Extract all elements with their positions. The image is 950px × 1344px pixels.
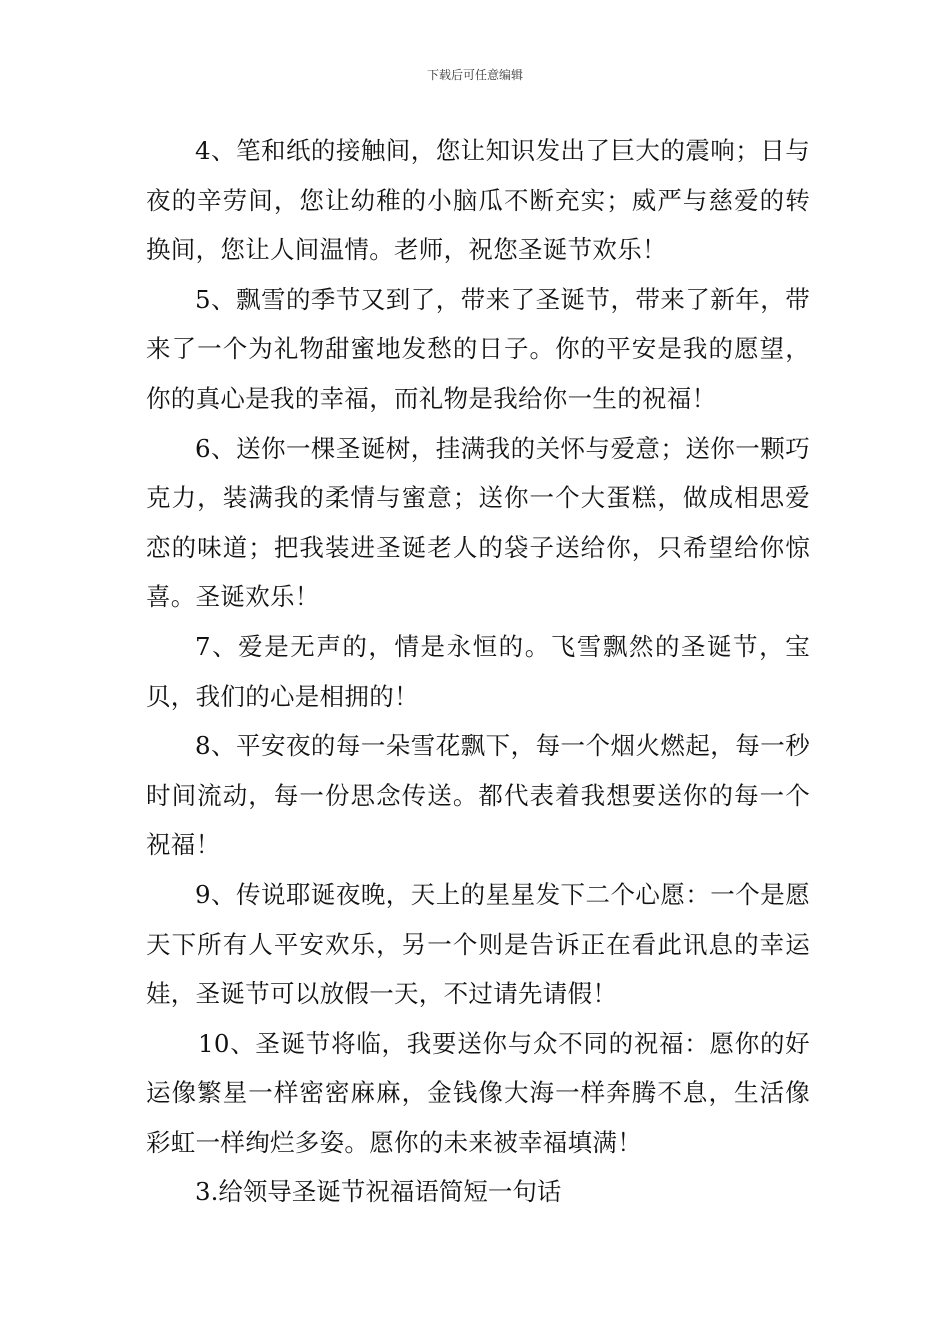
- paragraph-item-4: 4、笔和纸的接触间，您让知识发出了巨大的震响；日与夜的辛劳间，您让幼稚的小脑瓜不断充实；威严与慈爱的转换间，您让人间温情。老师，祝您圣诞节欢乐！: [146, 136, 810, 265]
- paragraph-item-7: 7、爱是无声的，情是永恒的。飞雪飘然的圣诞节，宝贝，我们的心是相拥的！: [146, 631, 810, 711]
- section-heading: 3.给领导圣诞节祝福语简短一句话: [195, 1177, 562, 1207]
- paragraph-item-10: 10、圣诞节将临，我要送你与众不同的祝福：愿你的好运像繁星一样密密麻麻，金钱像大海一样奔腾不息，生活像彩虹一样绚烂多姿。愿你的未来被幸福填满！: [146, 1028, 810, 1157]
- paragraph-item-9: 9、传说耶诞夜晚，天上的星星发下二个心愿：一个是愿天下所有人平安欢乐，另一个则是告诉正在看此讯息的幸运娃，圣诞节可以放假一天，不过请先请假！: [146, 879, 810, 1009]
- paragraph-item-8: 8、平安夜的每一朵雪花飘下，每一个烟火燃起，每一秒时间流动，每一份思念传送。都代表着我想要送你的每一个祝福！: [146, 731, 810, 860]
- paragraph-item-6: 6、送你一棵圣诞树，挂满我的关怀与爱意；送你一颗巧克力，装满我的柔情与蜜意；送你一个大蛋糕，做成相思爱恋的味道；把我装进圣诞老人的袋子送给你，只希望给你惊喜。圣诞欢乐！: [146, 433, 810, 612]
- document-body: [146, 126, 810, 1217]
- paragraph-item-5: 5、飘雪的季节又到了，带来了圣诞节，带来了新年，带来了一个为礼物甜蜜地发愁的日子。你的平安是我的愿望，你的真心是我的幸福，而礼物是我给你一生的祝福！: [146, 284, 810, 413]
- page-header-note: 下载后可任意编辑: [426, 68, 523, 82]
